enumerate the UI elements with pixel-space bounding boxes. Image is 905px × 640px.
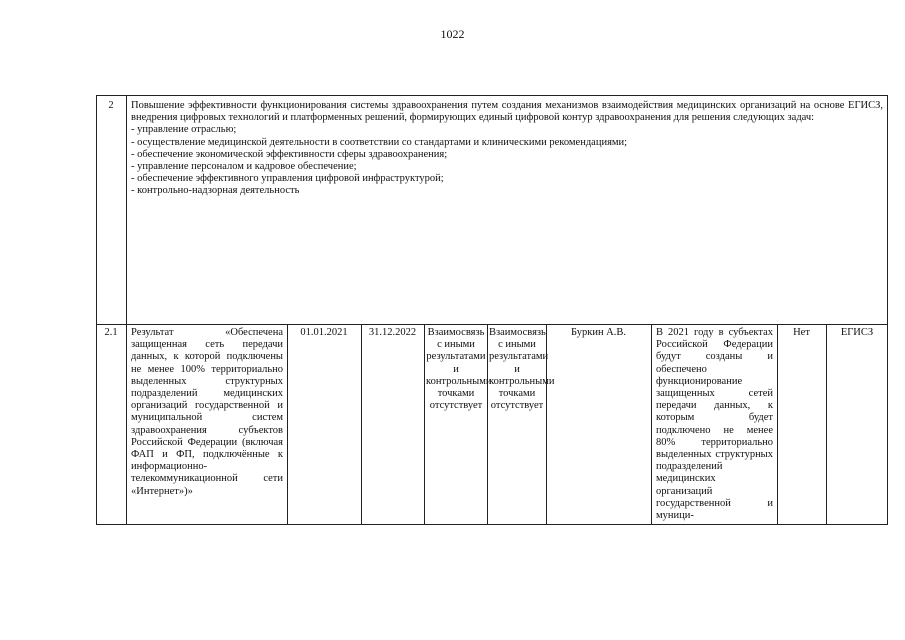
- section-number: 2: [108, 100, 114, 111]
- column-divider: [361, 324, 362, 524]
- responsible-person: Буркин А.В.: [570, 327, 627, 338]
- column-divider: [777, 324, 778, 524]
- task-item: - управление персоналом и кадровое обеспечение;: [131, 161, 357, 173]
- column-divider: [424, 324, 425, 524]
- row-number: 2.1: [104, 327, 118, 338]
- column-divider: [126, 324, 127, 524]
- system-name: ЕГИСЗ: [840, 327, 874, 338]
- relation-prev: Взаимосвязь с иными результатами и контрольными точками отсутствует: [426, 327, 492, 412]
- task-item: - осуществление медицинской деятельности в соответствии со стандартами и клиническими рекомендациями;: [131, 136, 628, 148]
- flag-value: Нет: [793, 327, 810, 338]
- task-item: - обеспечение эффективного управления цифровой инфраструктурой;: [131, 173, 444, 185]
- column-divider: [487, 324, 488, 524]
- end-date: 31.12.2022: [368, 327, 417, 338]
- column-divider: [826, 324, 827, 524]
- column-divider: [651, 324, 652, 524]
- task-item: - контрольно-надзорная деятельность: [131, 185, 300, 197]
- start-date: 01.01.2021: [300, 327, 348, 338]
- section-content: [131, 100, 883, 198]
- task-item: - обеспечение экономической эффективности сферы здравоохранения;: [131, 148, 448, 160]
- page-number: 1022: [440, 27, 465, 41]
- section-title: Повышение эффективности функционирования системы здравоохранения путем создания механизмов взаимодействия медицинских организаций на основе ЕГИСЗ, внедрения цифровых технологий и платформенных решений, формирующих единый цифровой контур здравоохранения для решения следующих задач:: [131, 100, 883, 124]
- section-divider: [126, 95, 127, 325]
- column-divider: [287, 324, 288, 524]
- relation-next: Взаимосвязь с иными результатами и контрольными точками отсутствует: [489, 327, 555, 412]
- result-description: В 2021 году в субъектах Российской Федерации будут созданы и обеспечено функционирование защищенных сетей передачи данных, к которым будет подключено не менее 80% территориально выделенных структурных подразделений медицинских организаций государственной и муници-: [656, 327, 773, 522]
- result-text: Результат «Обеспечена защищенная сеть передачи данных, к которой подключены не менее 100% территориально выделенных структурных подразделений медицинских организаций государственной и муниципальной систем здравоохранения субъектов Российской Федерации (включая ФАП и ФП, подключённые к информационно-телекоммуникационной сети «Интернет»)»: [131, 327, 283, 497]
- task-item: - управление отраслью;: [131, 124, 237, 136]
